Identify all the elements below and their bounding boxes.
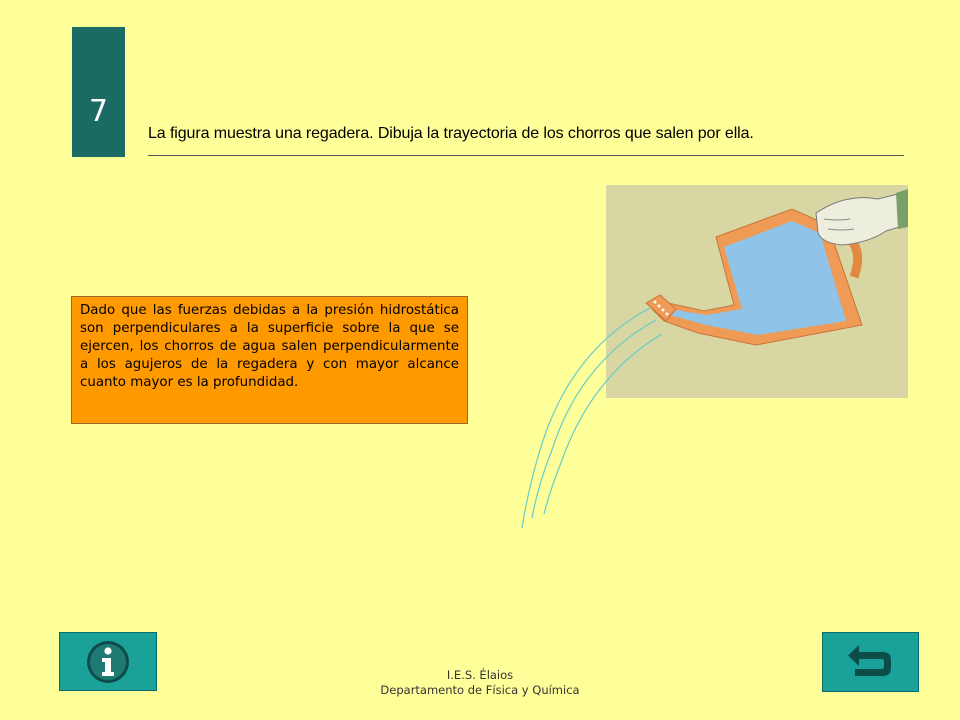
water-jets (500, 290, 700, 540)
footer (330, 668, 630, 698)
return-arrow-icon (845, 642, 897, 682)
answer-box: Dado que las fuerzas debidas a la presión hidrostática son perpendiculares a la superficie sobre la que se ejercen, los chorros de agua salen perpendicularmente a los agujeros de la regadera y con mayor alcance cuanto mayor es la profundidad. (71, 296, 468, 424)
info-icon (85, 639, 131, 685)
question-number-badge (72, 27, 125, 157)
info-button[interactable] (59, 632, 157, 691)
question-divider (148, 155, 904, 156)
back-button[interactable] (822, 632, 919, 692)
school-name: I.E.S. Élaios (446, 668, 514, 682)
question-text: La figura muestra una regadera. Dibuja la trayectoria de los chorros que salen por ella. (148, 125, 754, 142)
question-number: 7 (88, 94, 109, 129)
department-name: Departamento de Física y Química (380, 683, 580, 697)
